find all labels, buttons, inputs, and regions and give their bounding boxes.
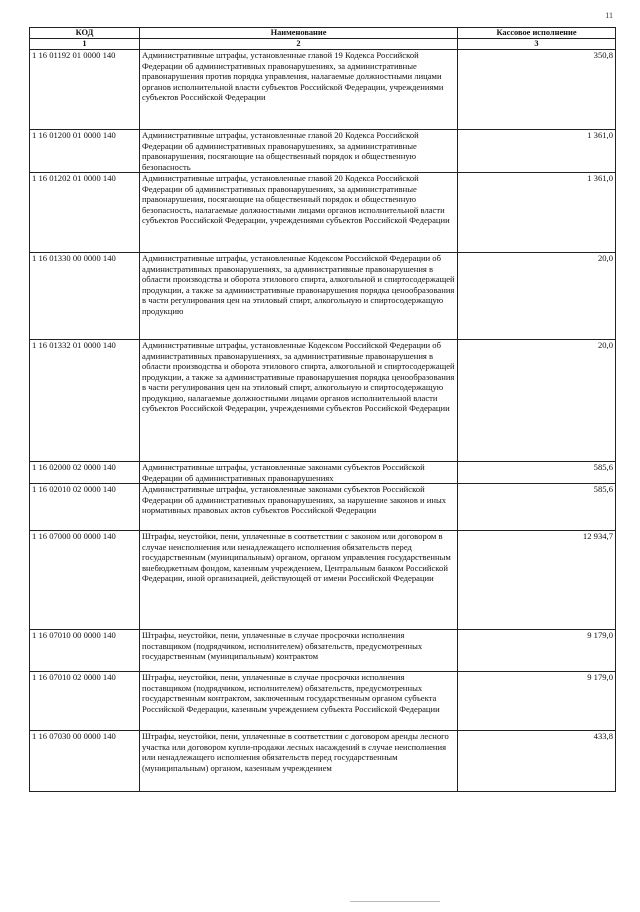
table-row <box>30 50 616 130</box>
table-row <box>30 731 616 792</box>
table-row <box>30 462 616 484</box>
row-code: 1 16 02000 02 0000 140 <box>30 462 140 484</box>
table-row <box>30 630 616 672</box>
table-row <box>30 340 616 462</box>
row-code: 1 16 07000 00 0000 140 <box>30 531 140 630</box>
row-name: Административные штрафы, установленные главой 20 Кодекса Российской Федерации об административных правонарушениях, за административные правонарушения, посягающие на общественный порядок и общественную безопасность, налагаемые должностными лицами органов исполнительной власти субъектов Российской Федерации, учреждениями субъектов Российской Федерации <box>140 173 458 253</box>
row-code: 1 16 07010 00 0000 140 <box>30 630 140 672</box>
revenue-table <box>29 27 616 792</box>
header-code: КОД <box>30 28 140 39</box>
row-name: Штрафы, неустойки, пени, уплаченные в случае просрочки исполнения поставщиком (подрядчиком, исполнителем) обязательств, предусмотренных государственным (муниципальным) контрактом <box>140 630 458 672</box>
row-amount: 12 934,7 <box>458 531 616 630</box>
column-number-2: 2 <box>140 39 458 50</box>
footer-divider <box>350 901 440 902</box>
row-code: 1 16 01330 00 0000 140 <box>30 253 140 340</box>
row-amount: 433,8 <box>458 731 616 792</box>
row-amount: 1 361,0 <box>458 130 616 173</box>
row-amount: 585,6 <box>458 484 616 531</box>
row-code: 1 16 07010 02 0000 140 <box>30 672 140 731</box>
row-name: Административные штрафы, установленные Кодексом Российской Федерации об административных правонарушениях, за административные правонарушения в области производства и оборота этилового спирта, алкогольной и спиртосодержащей продукции, а также за административные правонарушения порядка ценообразования в части регулирования цен на этиловый спирт, алкогольную и спиртосодержащую продукцию <box>140 253 458 340</box>
table-body <box>30 50 616 792</box>
row-name: Штрафы, неустойки, пени, уплаченные в соответствии с договором аренды лесного участка или договором купли-продажи лесных насаждений в случае неисполнения или ненадлежащего исполнения обязательств перед государственным (муниципальным) органом, казенным учреждением <box>140 731 458 792</box>
row-code: 1 16 01202 01 0000 140 <box>30 173 140 253</box>
header-name: Наименование <box>140 28 458 39</box>
row-name: Административные штрафы, установленные Кодексом Российской Федерации об административных правонарушениях, за административные правонарушения в области производства и оборота этилового спирта, алкогольной и спиртосодержащей продукции, а также за административные правонарушения порядка ценообразования в части регулирования цен на этиловый спирт, алкогольную и спиртосодержащую продукцию, налагаемые должностными лицами органов исполнительной власти субъектов Российской Федерации, учреждениями субъектов Российской Федерации <box>140 340 458 462</box>
row-name: Административные штрафы, установленные главой 19 Кодекса Российской Федерации об административных правонарушениях, за административные правонарушения против порядка управления, налагаемые должностными лицами органов исполнительной власти субъектов Российской Федерации, учреждениями субъектов Российской Федерации <box>140 50 458 130</box>
table-row <box>30 531 616 630</box>
row-amount: 20,0 <box>458 253 616 340</box>
row-code: 1 16 01192 01 0000 140 <box>30 50 140 130</box>
header-row <box>30 28 616 39</box>
column-number-1: 1 <box>30 39 140 50</box>
table-row <box>30 130 616 173</box>
table-row <box>30 173 616 253</box>
row-name: Штрафы, неустойки, пени, уплаченные в случае просрочки исполнения поставщиком (подрядчиком, исполнителем) обязательств, предусмотренных государственным контрактом, заключенным государственным органом субъекта Российской Федерации, казенным учреждением субъекта Российской Федерации <box>140 672 458 731</box>
row-amount: 350,8 <box>458 50 616 130</box>
table-row <box>30 484 616 531</box>
row-amount: 585,6 <box>458 462 616 484</box>
column-number-row <box>30 39 616 50</box>
page-number: 11 <box>605 11 613 20</box>
row-name: Административные штрафы, установленные главой 20 Кодекса Российской Федерации об административных правонарушениях, за административные правонарушения, посягающие на общественный порядок и общественную безопасность <box>140 130 458 173</box>
row-code: 1 16 07030 00 0000 140 <box>30 731 140 792</box>
row-name: Административные штрафы, установленные законами субъектов Российской Федерации об административных правонарушениях, за нарушение законов и иных нормативных правовых актов субъектов Российской Федерации <box>140 484 458 531</box>
header-amount: Кассовое исполнение <box>458 28 616 39</box>
row-code: 1 16 01332 01 0000 140 <box>30 340 140 462</box>
row-name: Административные штрафы, установленные законами субъектов Российской Федерации об административных правонарушениях <box>140 462 458 484</box>
row-amount: 9 179,0 <box>458 630 616 672</box>
row-code: 1 16 01200 01 0000 140 <box>30 130 140 173</box>
row-amount: 20,0 <box>458 340 616 462</box>
row-name: Штрафы, неустойки, пени, уплаченные в соответствии с законом или договором в случае неисполнения или ненадлежащего исполнения обязательств перед государственным (муниципальным) органом, органом управления государственным внебюджетным фондом, казенным учреждением, Центральным банком Российской Федерации, иной организацией, действующей от имени Российской Федерации <box>140 531 458 630</box>
table-row <box>30 672 616 731</box>
column-number-3: 3 <box>458 39 616 50</box>
table-row <box>30 253 616 340</box>
row-amount: 1 361,0 <box>458 173 616 253</box>
row-amount: 9 179,0 <box>458 672 616 731</box>
row-code: 1 16 02010 02 0000 140 <box>30 484 140 531</box>
